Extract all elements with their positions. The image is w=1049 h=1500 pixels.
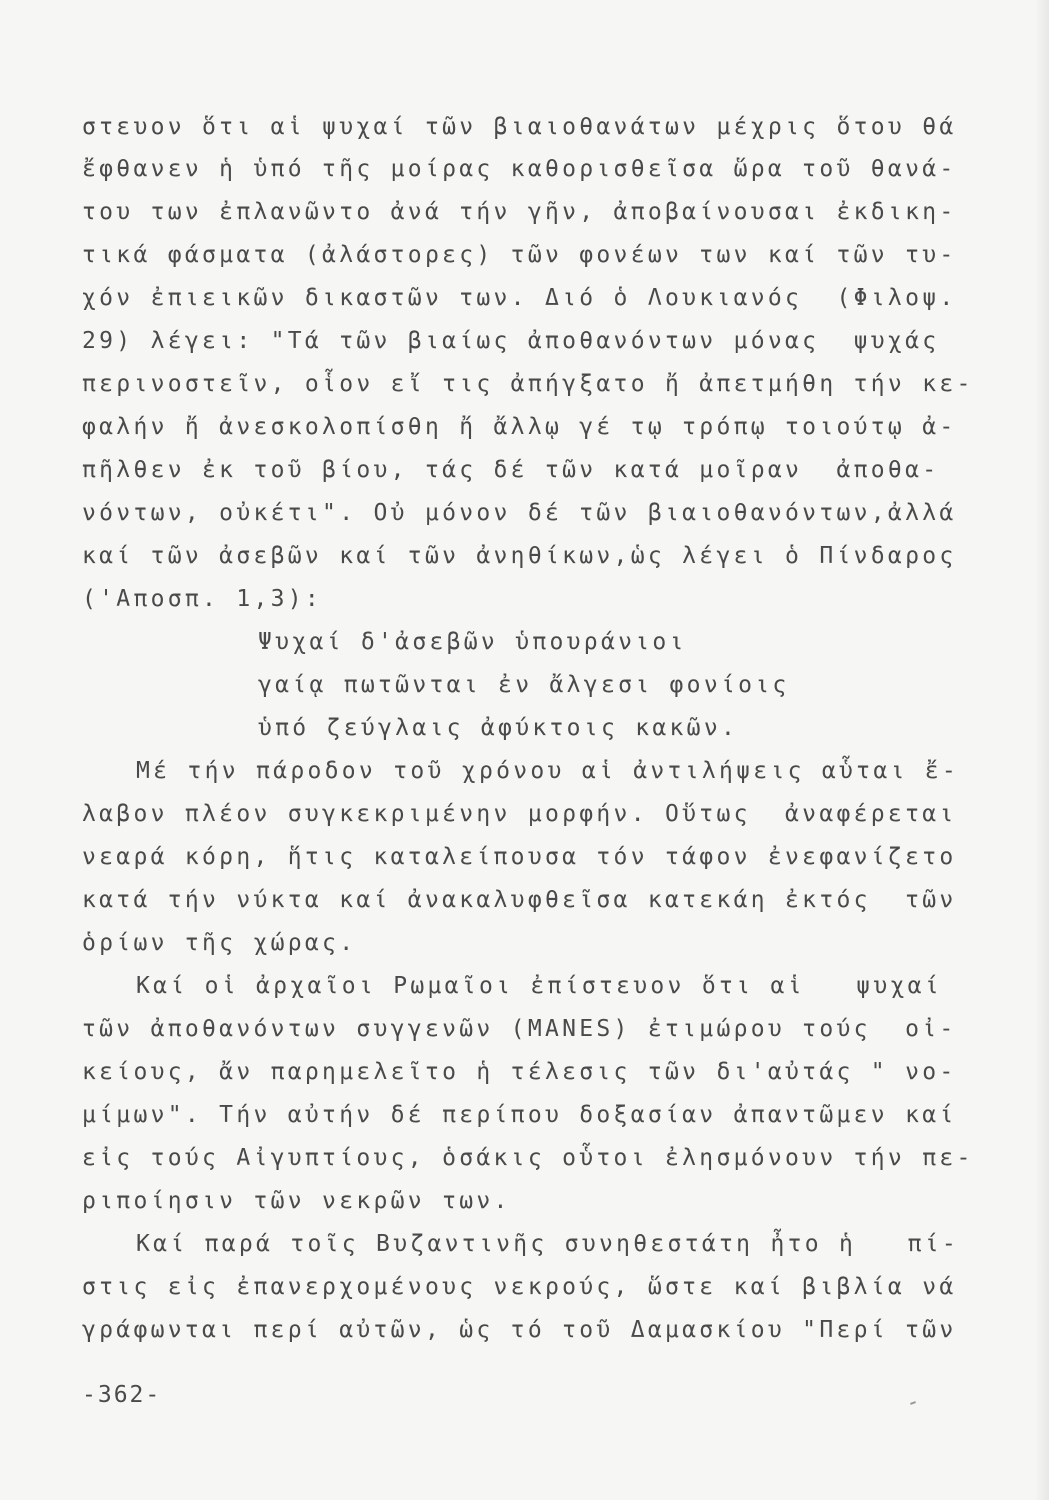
text-line: χόν ἐπιεικῶν δικαστῶν των. Διό ὁ Λουκιανός (Φιλοψ. [82,285,957,311]
text-line: μίμων". Τήν αὐτήν δέ περίπου δοξασίαν ἀπαντῶμεν καί [82,1102,957,1128]
text-line: ὑπό ζεύγλαις ἀφύκτοις κακῶν. [258,715,739,741]
text-line: ἔφθανεν ἡ ὑπό τῆς μοίρας καθορισθεῖσα ὥρα τοῦ θανά- [82,156,957,182]
text-line: 29) λέγει: "Τά τῶν βιαίως ἀποθανόντων μόνας ψυχάς [82,328,940,354]
text-line: νόντων, οὐκέτι". Οὐ μόνον δέ τῶν βιαιοθανόντων,ἀλλά [82,500,957,526]
text-line: γαίᾳ πωτῶνται ἐν ἄλγεσι φονίοις [258,672,790,698]
text-line: φαλήν ἤ ἀνεσκολοπίσθη ἤ ἄλλῳ γέ τῳ τρόπῳ τοιούτῳ ἀ- [82,414,957,440]
text-line: στευον ὅτι αἱ ψυχαί τῶν βιαιοθανάτων μέχρις ὅτου θά [82,114,957,140]
text-line: ὁρίων τῆς χώρας. [82,930,357,956]
text-line: λαβον πλέον συγκεκριμένην μορφήν. Οὕτως ἀναφέρεται [82,801,957,827]
page-edge-shadow [1035,0,1049,1500]
text-line: ριποίησιν τῶν νεκρῶν των. [82,1188,511,1214]
text-line: κείους, ἄν παρημελεῖτο ἡ τέλεσις τῶν δι'αὐτάς " νο- [82,1059,957,1085]
text-line: πῆλθεν ἐκ τοῦ βίου, τάς δέ τῶν κατά μοῖραν ἀποθα- [82,457,940,483]
text-line: στις εἰς ἐπανερχομένους νεκρούς, ὥστε καί βιβλία νά [82,1274,957,1300]
text-line: κατά τήν νύκτα καί ἀνακαλυφθεῖσα κατεκάη ἐκτός τῶν [82,887,957,913]
page-number: -362- [82,1382,162,1408]
text-line: περινοστεῖν, οἷον εἴ τις ἀπήγξατο ἤ ἀπετμήθη τήν κε- [82,371,974,397]
text-line: Ψυχαί δ'ἀσεβῶν ὑπουράνιοι [258,629,687,655]
text-line: καί τῶν ἀσεβῶν καί τῶν ἀνηθίκων,ὡς λέγει ὁ Πίνδαρος [82,543,957,569]
text-line: τῶν ἀποθανόντων συγγενῶν (MANES) ἐτιμώρου τούς οἰ- [82,1016,957,1042]
text-line: τικά φάσματα (ἀλάστορες) τῶν φονέων των καί τῶν τυ- [82,242,957,268]
ink-speck [910,1401,916,1405]
text-line: Καί οἱ ἀρχαῖοι Ρωμαῖοι ἐπίστευον ὅτι αἱ ψυχαί [136,973,942,999]
text-line: εἰς τούς Αἰγυπτίους, ὁσάκις οὗτοι ἐλησμόνουν τήν πε- [82,1145,974,1171]
text-line: γράφωνται περί αὐτῶν, ὡς τό τοῦ Δαμασκίου "Περί τῶν [82,1317,957,1343]
text-line: νεαρά κόρη, ἥτις καταλείπουσα τόν τάφον ἐνεφανίζετο [82,844,957,870]
text-line: Καί παρά τοῖς Βυζαντινῆς συνηθεστάτη ἦτο ἡ πί- [136,1231,960,1257]
text-line: του των ἐπλανῶντο ἀνά τήν γῆν, ἀποβαίνουσαι ἐκδικη- [82,199,957,225]
text-line: ('Αποσπ. 1,3): [82,586,323,612]
text-line: Μέ τήν πάροδον τοῦ χρόνου αἱ ἀντιλήψεις αὗται ἔ- [136,758,960,784]
